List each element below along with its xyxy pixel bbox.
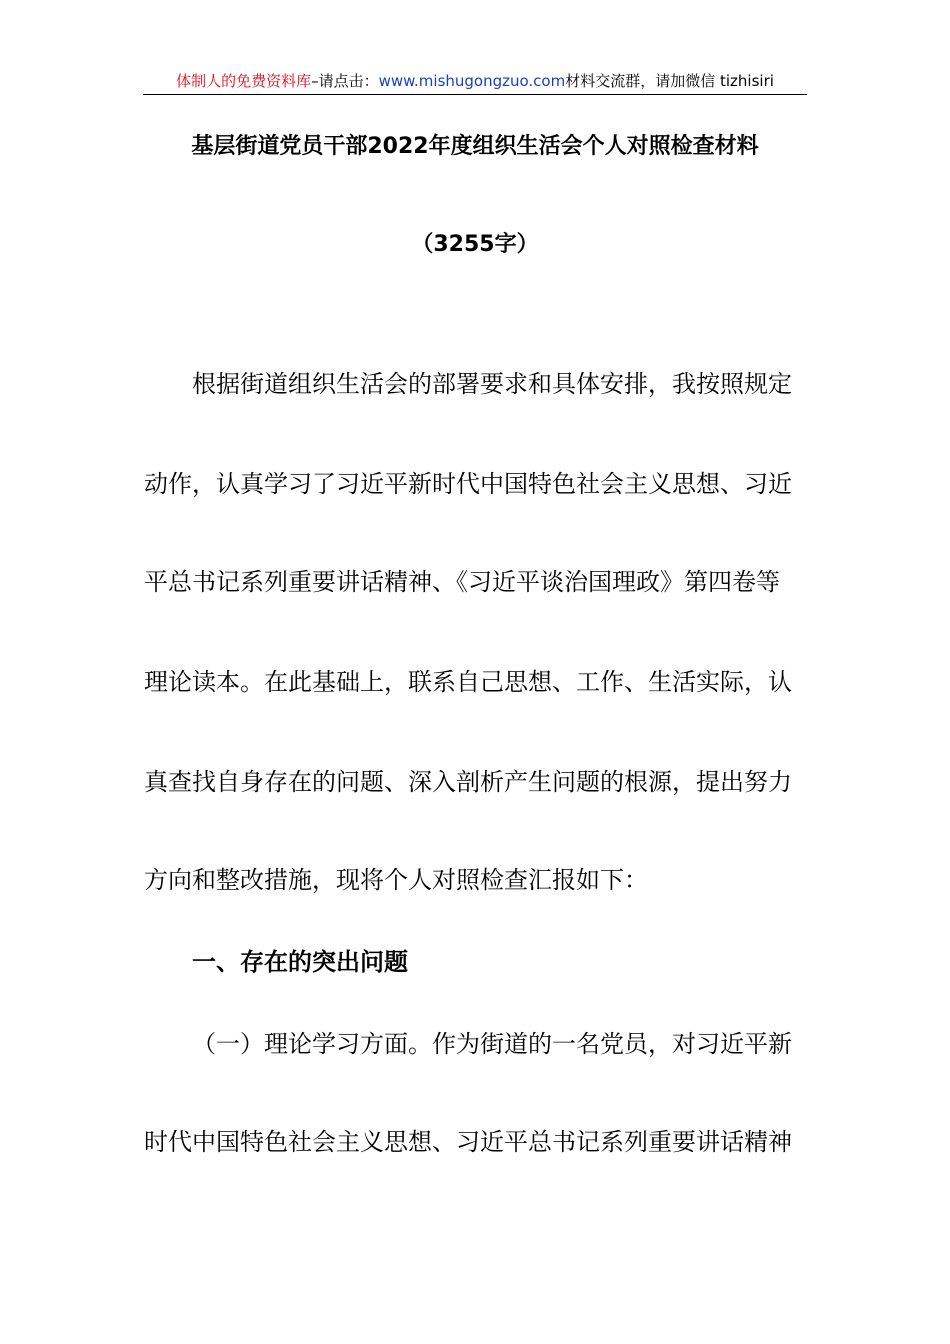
document-title: 基层街道党员干部2022年度组织生活会个人对照检查材料 bbox=[191, 134, 759, 159]
subsection-line-2: 时代中国特色社会主义思想、习近平总书记系列重要讲话精神 bbox=[144, 1128, 792, 1156]
header-prompt: –请点击： bbox=[311, 72, 379, 90]
intro-line-5: 真查找自身存在的问题、深入剖析产生问题的根源，提出努力 bbox=[144, 768, 792, 796]
subsection-line-1: （一）理论学习方面。作为街道的一名党员，对习近平新 bbox=[192, 1030, 792, 1058]
section-heading: 一、存在的突出问题 bbox=[192, 948, 408, 976]
intro-line-3: 平总书记系列重要讲话精神、《习近平谈治国理政》第四卷等 bbox=[144, 568, 780, 596]
header-brand: 体制人的免费资料库 bbox=[176, 72, 312, 90]
intro-line-6: 方向和整改措施，现将个人对照检查汇报如下： bbox=[144, 866, 648, 894]
page-header bbox=[143, 70, 807, 95]
intro-line-2: 动作，认真学习了习近平新时代中国特色社会主义思想、习近 bbox=[144, 470, 792, 498]
header-url-link[interactable]: www.mishugongzuo.com bbox=[378, 72, 566, 90]
header-suffix: 材料交流群，请加微信 tizhisiri bbox=[565, 72, 774, 90]
document-subtitle: （3255字） bbox=[411, 232, 539, 257]
intro-line-1: 根据街道组织生活会的部署要求和具体安排，我按照规定 bbox=[192, 370, 792, 398]
intro-line-4: 理论读本。在此基础上，联系自己思想、工作、生活实际，认 bbox=[144, 668, 792, 696]
